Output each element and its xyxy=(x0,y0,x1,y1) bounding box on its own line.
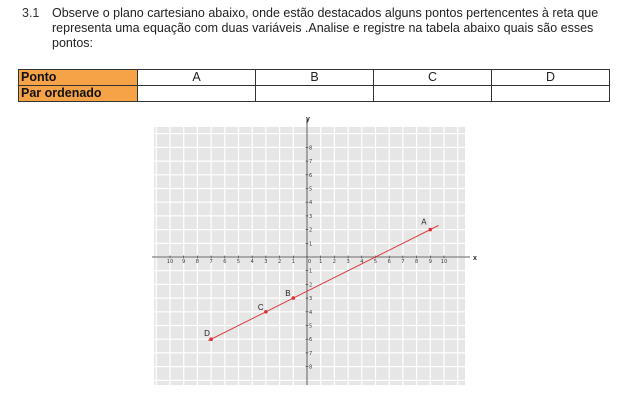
y-tick-label: 2 xyxy=(309,227,313,234)
cartesian-plane xyxy=(152,115,482,387)
column-header-d: D xyxy=(492,70,610,86)
x-tick-label: 8 xyxy=(415,259,419,265)
point-a xyxy=(429,228,433,232)
x-tick-label: 6 xyxy=(223,259,227,265)
row-header-ponto: Ponto xyxy=(19,70,138,86)
x-tick-label: 10 xyxy=(440,259,448,265)
y-tick-label: 6 xyxy=(309,172,313,179)
point-label-d: D xyxy=(204,329,210,339)
y-tick-label: 5 xyxy=(309,323,313,330)
x-tick-label: 9 xyxy=(428,259,432,265)
x-tick-label: 2 xyxy=(332,259,336,265)
point-b xyxy=(292,296,296,300)
x-tick-label: 10 xyxy=(166,259,174,265)
x-tick-label: 3 xyxy=(264,259,268,265)
point-label-a: A xyxy=(421,217,427,227)
x-tick-label: 5 xyxy=(236,259,241,265)
x-tick-label: 9 xyxy=(182,259,186,265)
x-tick-label: 6 xyxy=(387,259,391,265)
y-tick-label: 1 xyxy=(309,241,313,248)
x-tick-label: 7 xyxy=(401,259,405,265)
y-tick-label: 7 xyxy=(309,350,313,357)
x-tick-label: 7 xyxy=(209,259,213,265)
point-label-b: B xyxy=(285,289,291,299)
table-row-par-ordenado xyxy=(19,86,610,102)
column-header-c: C xyxy=(374,70,492,86)
row-header-par-ordenado: Par ordenado xyxy=(19,86,138,102)
column-header-a: A xyxy=(138,70,256,86)
table-row-ponto xyxy=(19,70,610,86)
x-tick-label: 1 xyxy=(319,259,323,265)
answer-cell-c[interactable] xyxy=(374,86,492,102)
point-label-c: C xyxy=(257,302,264,312)
y-tick-label: 3 xyxy=(309,296,313,303)
x-tick-label: 4 xyxy=(360,259,364,265)
answer-table xyxy=(18,69,610,102)
answer-cell-b[interactable] xyxy=(256,86,374,102)
y-tick-label: 7 xyxy=(309,159,313,166)
column-header-b: B xyxy=(256,70,374,86)
answer-cell-a[interactable] xyxy=(138,86,256,102)
x-tick-label: 3 xyxy=(346,259,350,265)
x-tick-label: 8 xyxy=(195,259,199,265)
y-tick-label: 8 xyxy=(309,364,313,371)
point-c xyxy=(264,310,268,314)
y-tick-label: 2 xyxy=(309,282,313,289)
y-tick-label: 3 xyxy=(309,213,313,220)
answer-cell-d[interactable] xyxy=(492,86,610,102)
x-tick-label: 4 xyxy=(250,259,254,265)
question-number: 3.1 xyxy=(22,6,40,20)
y-tick-label: 1 xyxy=(309,268,313,275)
x-tick-label: 2 xyxy=(278,259,282,265)
origin-label: 0 xyxy=(308,259,312,265)
y-axis-label: y xyxy=(306,116,310,123)
x-tick-label: 5 xyxy=(373,259,378,265)
y-tick-label: 4 xyxy=(309,200,313,207)
plane-background xyxy=(154,127,465,385)
y-tick-label: 8 xyxy=(309,145,313,152)
question-text: Observe o plano cartesiano abaixo, onde estão destacados alguns pontos pertencentes à reta que representa uma equação com duas variáveis .Analise e registre na tabela abaixo quais são esses pontos: xyxy=(52,6,599,50)
x-axis-label: x xyxy=(473,255,477,262)
y-tick-label: 4 xyxy=(309,309,313,316)
y-tick-label: 5 xyxy=(309,186,313,193)
y-tick-label: 6 xyxy=(309,337,313,344)
x-tick-label: 1 xyxy=(291,259,295,265)
